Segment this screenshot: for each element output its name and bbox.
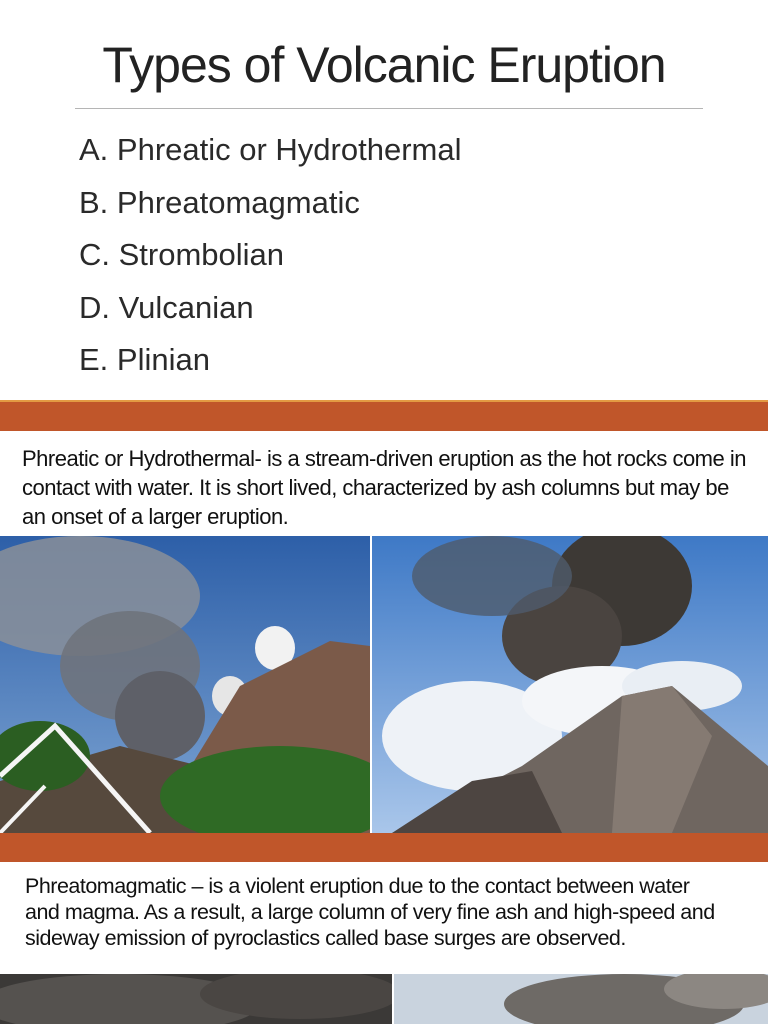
phreatomagmatic-description: Phreatomagmatic – is a violent eruption due to the contact between water and magma. As a result, a large column of very fine ash and high-speed and sideway emission of pyroclastics called base surges are observed.: [25, 874, 715, 950]
phreatomagmatic-description-block: [0, 862, 768, 974]
phreatomagmatic-photo-right: [394, 974, 768, 1024]
list-item: E. Plinian: [79, 342, 210, 377]
phreatomagmatic-photo-left: [0, 974, 392, 1024]
phreatic-eruption-photo-right: [372, 536, 768, 833]
list-item: B. Phreatomagmatic: [79, 184, 360, 220]
slide-divider-band: [0, 833, 768, 862]
phreatic-eruption-photo-left: [0, 536, 370, 833]
list-item: D. Vulcanian: [79, 289, 254, 325]
eruption-types-list: [79, 128, 461, 391]
phreatic-description-block: [0, 431, 768, 536]
slide-divider-band: [0, 400, 768, 431]
title-slide: [0, 0, 768, 400]
list-item: C. Strombolian: [79, 237, 285, 272]
phreatic-description: Phreatic or Hydrothermal- is a stream-driven eruption as the hot rocks come in contact with water. It is short lived, characterized by ash columns but may be an onset of a larger eruption.: [22, 446, 746, 529]
slide-title: Types of Volcanic Eruption: [102, 37, 666, 93]
title-divider: [75, 108, 703, 109]
list-item: A. Phreatic or Hydrothermal: [79, 132, 462, 167]
